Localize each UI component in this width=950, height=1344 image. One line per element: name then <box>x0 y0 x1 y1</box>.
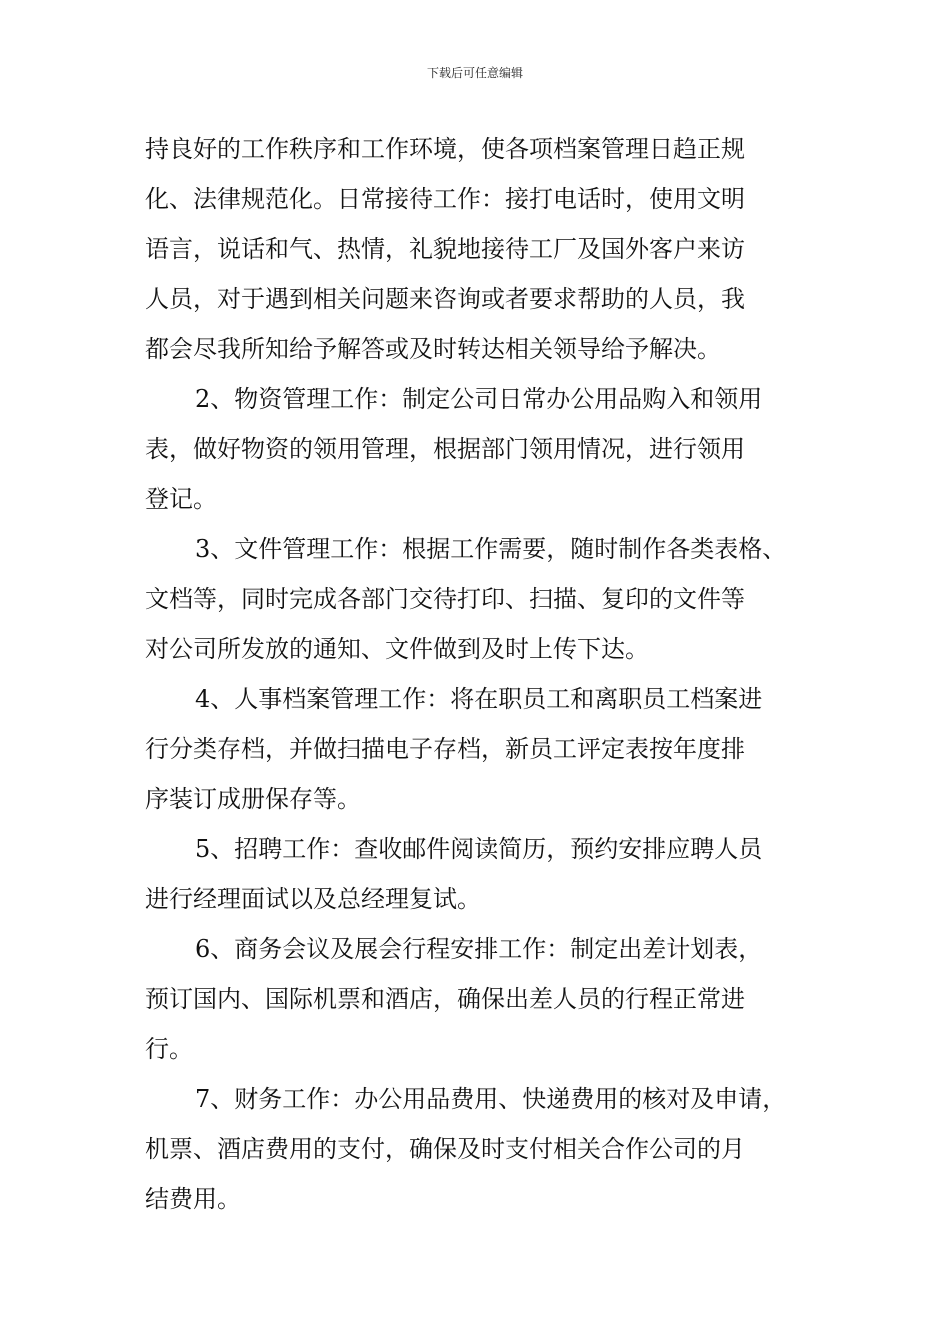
text-line: 对公司所发放的通知、文件做到及时上传下达。 <box>145 635 649 663</box>
text-line: 预订国内、国际机票和酒店，确保出差人员的行程正常进 <box>145 985 745 1013</box>
text-line: 文档等，同时完成各部门交待打印、扫描、复印的文件等 <box>145 585 745 613</box>
document-body <box>145 124 835 1224</box>
text-line: 3、文件管理工作：根据工作需要，随时制作各类表格、 <box>195 535 787 563</box>
text-line: 表，做好物资的领用管理，根据部门领用情况，进行领用 <box>145 435 745 463</box>
text-line: 人员，对于遇到相关问题来咨询或者要求帮助的人员，我 <box>145 285 745 313</box>
text-line: 语言，说话和气、热情，礼貌地接待工厂及国外客户来访 <box>145 235 745 263</box>
text-line: 5、招聘工作：查收邮件阅读简历，预约安排应聘人员 <box>195 835 763 863</box>
text-line: 都会尽我所知给予解答或及时转达相关领导给予解决。 <box>145 335 721 363</box>
text-line: 序装订成册保存等。 <box>145 785 361 813</box>
text-line: 机票、酒店费用的支付，确保及时支付相关合作公司的月 <box>145 1135 745 1163</box>
text-line: 2、物资管理工作：制定公司日常办公用品购入和领用 <box>195 385 763 413</box>
text-line: 化、法律规范化。日常接待工作：接打电话时，使用文明 <box>145 185 745 213</box>
text-line: 7、财务工作：办公用品费用、快递费用的核对及申请， <box>195 1085 787 1113</box>
text-line: 进行经理面试以及总经理复试。 <box>145 885 481 913</box>
text-line: 4、人事档案管理工作：将在职员工和离职员工档案进 <box>195 685 763 713</box>
text-line: 6、商务会议及展会行程安排工作：制定出差计划表， <box>195 935 763 963</box>
text-line: 行分类存档，并做扫描电子存档，新员工评定表按年度排 <box>145 735 745 763</box>
text-line: 登记。 <box>145 485 217 513</box>
page-header: 下载后可任意编辑 <box>426 66 523 80</box>
text-line: 行。 <box>145 1035 193 1063</box>
text-line: 结费用。 <box>145 1185 241 1213</box>
text-line: 持良好的工作秩序和工作环境，使各项档案管理日趋正规 <box>145 135 745 163</box>
